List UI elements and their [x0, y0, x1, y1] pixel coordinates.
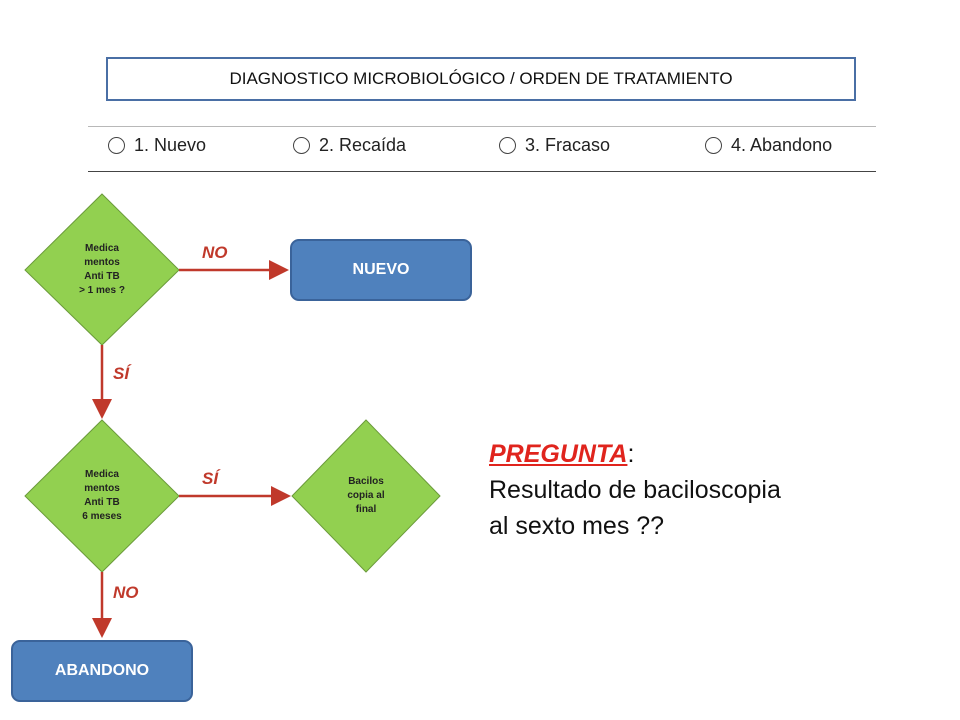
option-label: 3. Fracaso: [525, 135, 611, 155]
question-colon: :: [627, 440, 635, 468]
question-heading: [489, 436, 869, 472]
diamond-1-label: Medica mentos Anti TB > 1 mes ?: [79, 243, 125, 296]
edge-label-si: SÍ: [202, 469, 219, 488]
box-nuevo: NUEVO: [290, 239, 472, 301]
question-block: [489, 436, 869, 544]
header-title: DIAGNOSTICO MICROBIOLÓGICO / ORDEN DE TRATAMIENTO: [106, 57, 856, 101]
option-label: 1. Nuevo: [134, 135, 207, 155]
diamond-2-label: Medica mentos Anti TB 6 meses: [82, 469, 122, 522]
diamond-3-label: Bacilos copia al final: [347, 476, 385, 515]
option-label: 4. Abandono: [731, 135, 833, 155]
question-label: PREGUNTA: [489, 440, 628, 468]
question-line-1: Resultado de baciloscopia: [489, 476, 781, 504]
box-abandono: ABANDONO: [11, 640, 193, 702]
edge-label-si: SÍ: [113, 364, 130, 383]
edge-label-no: NO: [202, 243, 228, 262]
question-line-2: al sexto mes ??: [489, 512, 665, 540]
option-label: 2. Recaída: [319, 135, 407, 155]
edge-label-no: NO: [113, 583, 139, 602]
